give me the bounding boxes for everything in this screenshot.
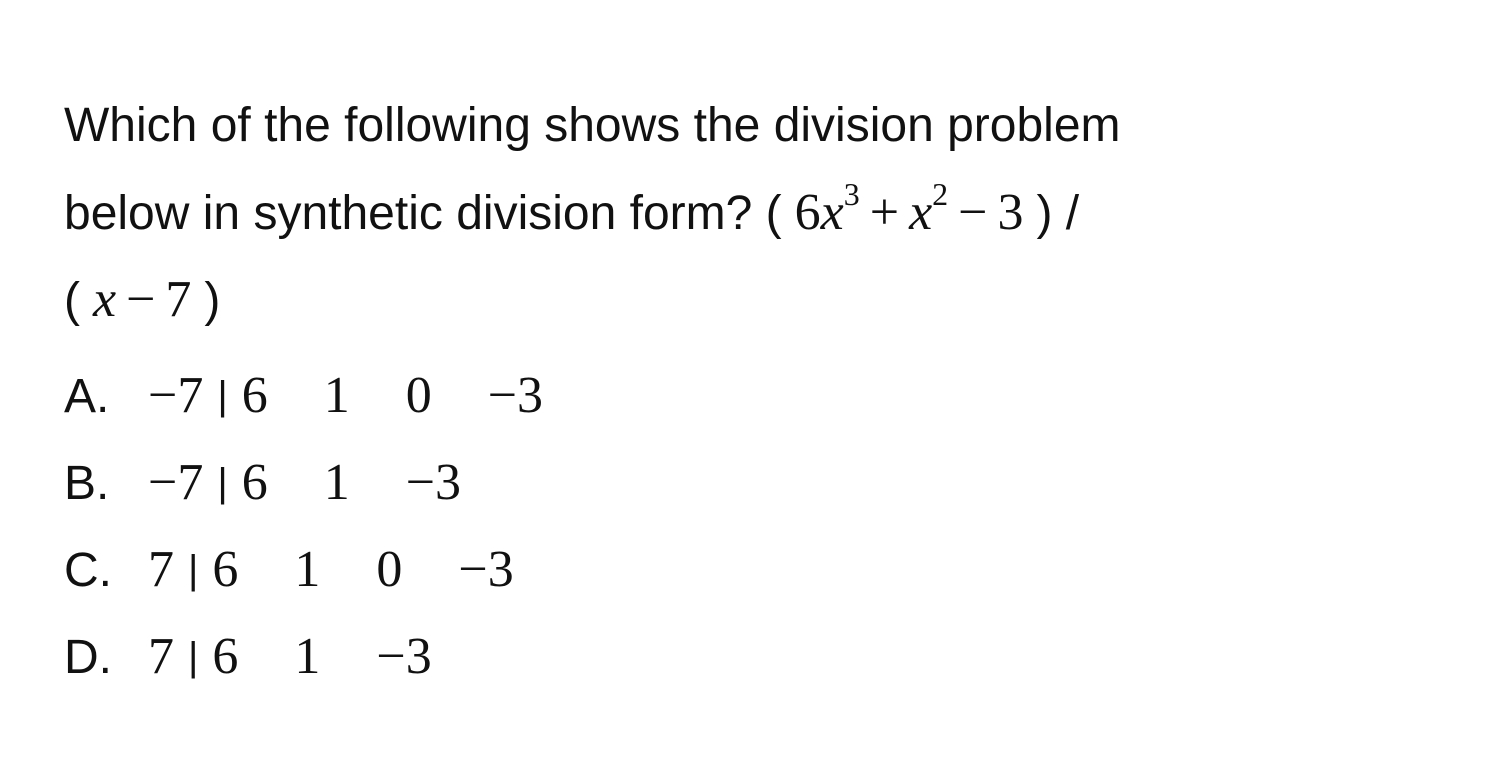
question-line-1: Which of the following shows the division problem	[64, 99, 1121, 152]
dividend-exponent-2: 2	[932, 175, 949, 212]
option-letter: A.	[64, 370, 110, 423]
divisor-open-paren: (	[64, 274, 80, 327]
division-bar: |	[188, 635, 199, 679]
option-d[interactable]	[64, 613, 543, 700]
divisor-close-paren: )	[204, 274, 221, 327]
coefficient: 6	[241, 367, 268, 424]
close-paren-slash: ) /	[1036, 187, 1080, 240]
coefficient: 1	[323, 367, 350, 424]
coefficient: 0	[405, 367, 432, 424]
coefficient: −3	[376, 628, 432, 685]
coefficient: 1	[323, 454, 350, 511]
dividend-expression	[782, 175, 1037, 241]
coefficient: 6	[212, 541, 239, 598]
option-root: −7	[148, 367, 204, 424]
coefficient: 1	[294, 628, 321, 685]
plus-sign: +	[869, 184, 900, 241]
dividend-variable: x	[820, 184, 844, 241]
division-bar: |	[188, 548, 199, 592]
division-bar: |	[217, 461, 228, 505]
coefficient: 6	[212, 628, 239, 685]
dividend-constant: 3	[997, 184, 1024, 241]
option-letter: B.	[64, 457, 110, 510]
division-bar: |	[217, 374, 228, 418]
coefficient: 6	[241, 454, 268, 511]
coefficient-list	[242, 454, 461, 511]
coefficient: 0	[376, 541, 403, 598]
coefficient-list	[242, 367, 543, 424]
coefficient-list	[212, 628, 431, 685]
divisor-variable: x	[92, 271, 117, 328]
coefficient: −3	[458, 541, 514, 598]
divisor-expression	[80, 271, 204, 328]
option-root: 7	[148, 628, 174, 685]
question-prefix: below in synthetic division form? (	[64, 187, 782, 240]
question-line-2	[64, 169, 1464, 256]
option-letter: D.	[64, 631, 112, 684]
option-b[interactable]	[64, 439, 543, 526]
minus-sign: −	[958, 184, 988, 241]
divisor-constant: 7	[165, 271, 192, 328]
dividend-variable-2: x	[909, 184, 933, 241]
coefficient: −3	[487, 367, 544, 424]
option-c[interactable]	[64, 526, 543, 613]
dividend-coefficient: 6	[794, 184, 821, 241]
coefficient-list	[212, 541, 513, 598]
option-root: −7	[148, 454, 204, 511]
question-text	[64, 82, 1464, 343]
option-root: 7	[148, 541, 174, 598]
answer-options	[64, 352, 543, 700]
option-a[interactable]	[64, 352, 543, 439]
question-line-3	[64, 256, 1464, 343]
dividend-exponent-3: 3	[843, 175, 860, 212]
divisor-minus: −	[126, 271, 156, 328]
coefficient: −3	[405, 454, 462, 511]
option-letter: C.	[64, 544, 112, 597]
coefficient: 1	[294, 541, 321, 598]
